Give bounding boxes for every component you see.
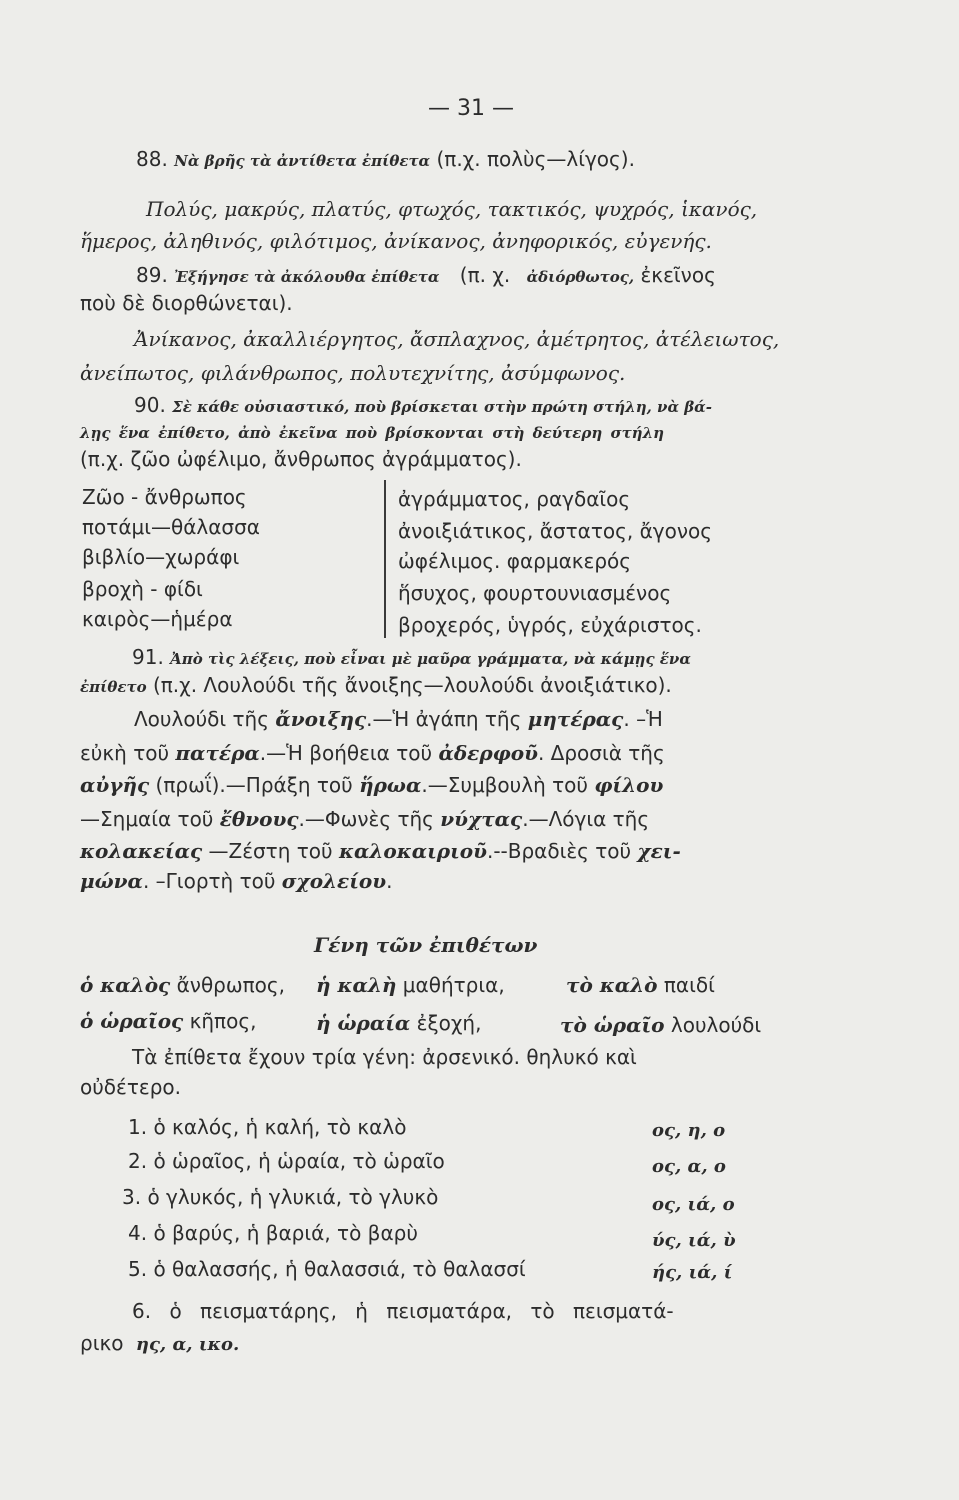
exercise-title: Ἐξήγησε τὰ ἀκόλουθα ἐπίθετα: [174, 268, 440, 286]
text: .—Συμβουλὴ τοῦ: [421, 773, 595, 797]
exercise-90-example: (π.χ. ζῶο ὠφέλιμο, ἄνθρωπος ἀγράμματος).: [80, 447, 522, 471]
bold-word: τὸ ὡραῖο: [560, 1013, 665, 1037]
text: λουλούδι: [664, 1013, 762, 1037]
bold-word: ἄνοιξης: [275, 707, 367, 731]
bold-word: αὐγῆς: [80, 773, 150, 797]
gender-ending: ος, α, ο: [652, 1156, 726, 1177]
gender-example-row-2-feminine: [316, 1010, 481, 1036]
exercise-91-text-line-5: [80, 838, 681, 864]
gender-example-row-2-neuter: [560, 1012, 761, 1038]
noun-pair: βιβλίο—χωράφι: [82, 545, 240, 569]
text: —Σημαία τοῦ: [80, 807, 220, 831]
gender-item: 1. ὁ καλός, ἡ καλή, τὸ καλὸ: [128, 1115, 407, 1139]
example-text: (π.χ. πολὺς—λίγος).: [436, 147, 635, 171]
text: ἄνθρωπος,: [170, 973, 285, 997]
exercise-89-line-2: ποὺ δὲ διορθώνεται).: [80, 291, 293, 315]
genders-intro-line-2: οὐδέτερο.: [80, 1075, 181, 1099]
exercise-91-text-line-6: [80, 868, 392, 894]
genders-intro-line-1: Τὰ ἐπίθετα ἔχουν τρία γένη: ἀρσενικό. θηλυκό καὶ: [132, 1045, 637, 1069]
text: εὐκὴ τοῦ: [80, 741, 176, 765]
gender-example-row-1-neuter: [566, 972, 715, 998]
exercise-88-instruction: [136, 146, 635, 174]
gender-ending: ής, ιά, ί: [652, 1262, 733, 1283]
gender-item-6-line-2: [80, 1330, 239, 1358]
bold-word: κολακείας: [80, 839, 203, 863]
exercise-title: Νὰ βρῆς τὰ ἀντίθετα ἐπίθετα: [174, 152, 431, 170]
bold-word: ἡ ὡραία: [316, 1011, 411, 1035]
text: . Δροσιὰ τῆς: [537, 741, 665, 765]
gender-item: 4. ὁ βαρύς, ἡ βαριά, τὸ βαρὺ: [128, 1221, 418, 1245]
adjective-group: ἥσυχος, φουρτουνιασμένος: [398, 581, 672, 605]
example-word: ἀδιόρθωτος,: [526, 268, 635, 286]
gender-example-row-1: [80, 972, 285, 998]
exercise-90-instruction-line-1: [134, 392, 712, 420]
bold-word: ὁ ὡραῖος: [80, 1009, 184, 1033]
exercise-89-words-line-2: ἀνείπωτος, φιλάνθρωπος, πολυτεχνίτης, ἀσύμφωνος.: [80, 361, 626, 385]
gender-item: 5. ὁ θαλασσής, ἡ θαλασσιά, τὸ θαλασσί: [128, 1257, 526, 1281]
text: . –Ἡ: [623, 707, 663, 731]
adjective-group: βροχερός, ὑγρός, εὐχάριστος.: [398, 613, 702, 637]
gender-item: 2. ὁ ὡραῖος, ἡ ὡραία, τὸ ὡραῖο: [128, 1149, 445, 1173]
exercise-89-words-line-1: Ἀνίκανος, ἀκαλλιέργητος, ἄσπλαχνος, ἀμέτρητος, ἀτέλειωτος,: [134, 327, 780, 351]
column-divider: [384, 480, 386, 638]
text: .--Βραδιὲς τοῦ: [486, 839, 638, 863]
noun-pair: καιρὸς—ἡμέρα: [82, 607, 233, 631]
gender-item: 3. ὁ γλυκός, ἡ γλυκιά, τὸ γλυκὸ: [122, 1185, 439, 1209]
exercise-88-words-line-1: Πολύς, μακρύς, πλατύς, φτωχός, τακτικός, ψυχρός, ἱκανός,: [146, 197, 758, 221]
gender-ending: ος, ιά, ο: [652, 1194, 735, 1215]
example-text: (π. χ.: [459, 263, 511, 287]
noun-pair: ποτάμι—θάλασσα: [82, 515, 260, 539]
text: (πρωΐ).—Πράξη τοῦ: [149, 773, 360, 797]
exercise-89-instruction: [136, 262, 716, 290]
exercise-88-words-line-2: ἥμερος, ἀληθινός, φιλότιμος, ἀνίκανος, ἀνηφορικός, εὐγενής.: [80, 229, 712, 253]
bold-word: τὸ καλὸ: [566, 973, 658, 997]
gender-item-6-line-1: 6. ὁ πεισματάρης, ἡ πεισματάρα, τὸ πεισματά-: [132, 1299, 674, 1323]
bold-word: νύχτας: [440, 807, 523, 831]
bold-word: καλοκαιριοῦ: [338, 839, 487, 863]
bold-word: ἡ καλὴ: [316, 973, 397, 997]
example-text: ἐκεῖνος: [640, 263, 716, 287]
bold-word: μώνα: [80, 869, 143, 893]
gender-ending: ύς, ιά, ὺ: [652, 1230, 736, 1251]
bold-word: ἀδερφοῦ: [438, 741, 538, 765]
text: Λουλούδι τῆς: [134, 707, 276, 731]
exercise-title: Ἀπὸ τὶς λέξεις, ποὺ εἶναι μὲ μαῦρα γράμματα, νὰ κάμῃς ἕνα: [170, 650, 691, 668]
gender-example-row-2: [80, 1008, 256, 1034]
exercise-91-instruction-line-1: [132, 644, 691, 672]
exercise-91-text-line-2: [80, 740, 665, 766]
exercise-title: Σὲ κάθε οὐσιαστικό, ποὺ βρίσκεται στὴν πρώτη στήλη, νὰ βά-: [172, 398, 712, 416]
bold-word: ἔθνους: [219, 807, 299, 831]
section-heading: Γένη τῶν ἐπιθέτων: [314, 933, 538, 957]
gender-ending: ης, α, ικο.: [135, 1334, 240, 1355]
exercise-91-text-line-4: [80, 806, 649, 832]
text: .—Λόγια τῆς: [522, 807, 650, 831]
exercise-number: 90.: [134, 393, 166, 417]
exercise-91-instruction-line-2: [80, 672, 672, 700]
text: παιδί: [657, 973, 715, 997]
text: μαθήτρια,: [396, 973, 505, 997]
exercise-91-text-line-3: [80, 772, 663, 798]
bold-word: μητέρας: [527, 707, 624, 731]
page-number: — 31 —: [428, 96, 514, 121]
noun-pair: Ζῶο - ἄνθρωπος: [82, 485, 247, 509]
adjective-group: ἀνοιξιάτικος, ἄστατος, ἄγονος: [398, 519, 712, 543]
text: . –Γιορτὴ τοῦ: [142, 869, 282, 893]
gender-ending: ος, η, ο: [652, 1120, 726, 1141]
text: .: [386, 869, 393, 893]
bold-word: φίλου: [594, 773, 664, 797]
bold-word: σχολείου: [281, 869, 387, 893]
bold-word: χει-: [637, 839, 681, 863]
text: .—Ἡ ἀγάπη τῆς: [366, 707, 528, 731]
exercise-90-instruction-line-2: λῃς ἕνα ἐπίθετο, ἀπὸ ἐκεῖνα ποὺ βρίσκονται στὴ δεύτερη στήλη: [80, 424, 664, 442]
bold-word: ὁ καλὸς: [80, 973, 171, 997]
exercise-number: 91.: [132, 645, 164, 669]
exercise-91-text-line-1: [134, 706, 663, 732]
text: .—Φωνὲς τῆς: [298, 807, 441, 831]
exercise-number: 89.: [136, 263, 168, 287]
exercise-number: 88.: [136, 147, 168, 171]
noun-pair: βροχὴ - φίδι: [82, 577, 203, 601]
adjective-group: ὠφέλιμος. φαρμακερός: [398, 549, 632, 573]
bold-word: πατέρα: [175, 741, 260, 765]
gender-example-row-1-feminine: [316, 972, 505, 998]
adjective-group: ἀγράμματος, ραγδαῖος: [398, 487, 631, 511]
text: —Ζέστη τοῦ: [202, 839, 339, 863]
example-text: (π.χ. Λουλούδι τῆς ἄνοιξης—λουλούδι ἀνοιξιάτικο).: [152, 673, 672, 697]
exercise-title: ἐπίθετο: [80, 678, 147, 696]
text: ἐξοχή,: [410, 1011, 482, 1035]
text: .—Ἡ βοήθεια τοῦ: [259, 741, 439, 765]
text: ρικο: [80, 1331, 124, 1355]
bold-word: ἥρωα: [359, 773, 422, 797]
text: κῆπος,: [183, 1009, 257, 1033]
